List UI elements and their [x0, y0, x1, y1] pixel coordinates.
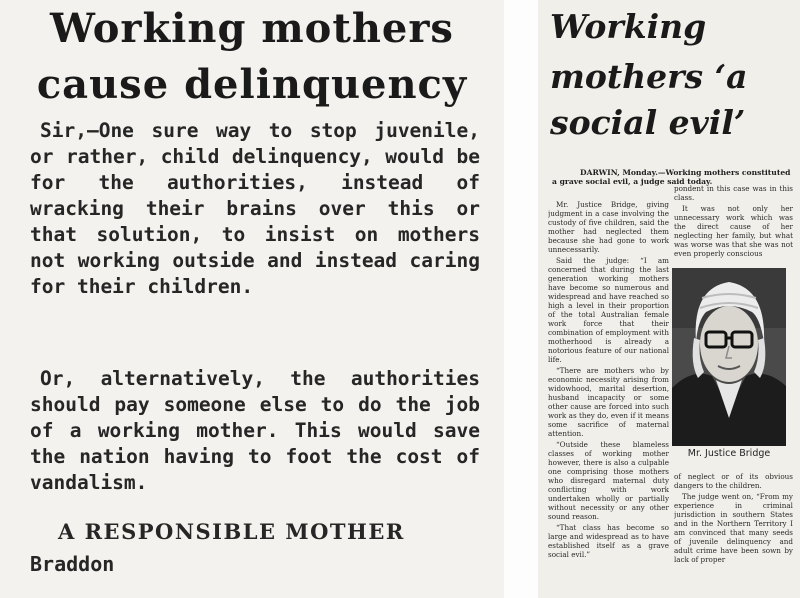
news-paragraph: “There are mothers who by economic necessity arising from widowhood, marital desertion, husband incapacity or some other cause are forced into such work as they do, even if it means some sacrifice of maternal attention.	[548, 366, 669, 438]
news-column-left	[548, 200, 669, 598]
news-column-right-bottom	[674, 472, 793, 598]
judge-portrait-photo	[672, 268, 786, 446]
letter-paragraph-1: Sir,—One sure way to stop juvenile, or rather, child delinquency, would be for the authorities, instead of wracking their brains over this or that solution, to insist on mothers not working outside and instead caring for their children.	[30, 119, 480, 298]
news-paragraph: Said the judge: “I am concerned that during the last generation working mothers have become so numerous and widespread and have reached so high a level in their proportion of the total Australian female work force that their combination of employment with motherhood is already a notorious feature of our national life.	[548, 256, 669, 364]
news-paragraph: The judge went on, “From my experience in criminal jurisdiction in southern States and in the Northern Territory I am convinced that many seeds of juvenile delinquency and adult crime have been sown by lack of proper	[674, 492, 793, 564]
news-paragraph: It was not only her unnecessary work which was the direct cause of her neglecting her family, but what was worse was that she was not even properly conscious	[674, 204, 793, 258]
news-clipping	[538, 0, 800, 598]
news-column-right-top	[674, 184, 793, 260]
news-paragraph: Mr. Justice Bridge, giving judgment in a case involving the custody of five children, said the mother had neglected them because she had gone to work unnecessarily.	[548, 200, 669, 254]
news-headline-line-3: social evil’	[550, 103, 746, 142]
news-paragraph: “That class has become so large and widespread as to have established itself as a grave social evil.”	[548, 523, 669, 559]
letter-paragraph-2: Or, alternatively, the authorities should pay someone else to do the job of a working mother. This would save the nation having to foot the cost of vandalism.	[30, 367, 480, 494]
news-paragraph: of neglect or of its obvious dangers to the children.	[674, 472, 793, 490]
photo-caption: Mr. Justice Bridge	[687, 448, 771, 459]
news-lead-paragraph: DARWIN, Monday.—Working mothers constituted a grave social evil, a judge said today.	[552, 168, 791, 186]
news-paragraph: “Outside these blameless classes of working mother however, there is also a culpable one comprising those mothers who disregard maternal duty conflicting with work undertaken wholly or partially without necessity or any other sound reason.	[548, 440, 669, 521]
news-paragraph: pondent in this case was in this class.	[674, 184, 793, 202]
letter-signature: A RESPONSIBLE MOTHER	[58, 519, 405, 544]
news-headline-line-2: mothers ‘a	[550, 57, 748, 96]
letter-headline-line-2: cause delinquency	[36, 61, 468, 108]
letter-place: Braddon	[30, 552, 115, 576]
letter-headline-line-1: Working mothers	[50, 5, 454, 52]
clipping-gutter	[504, 0, 538, 598]
news-headline-line-1: Working	[550, 7, 707, 46]
